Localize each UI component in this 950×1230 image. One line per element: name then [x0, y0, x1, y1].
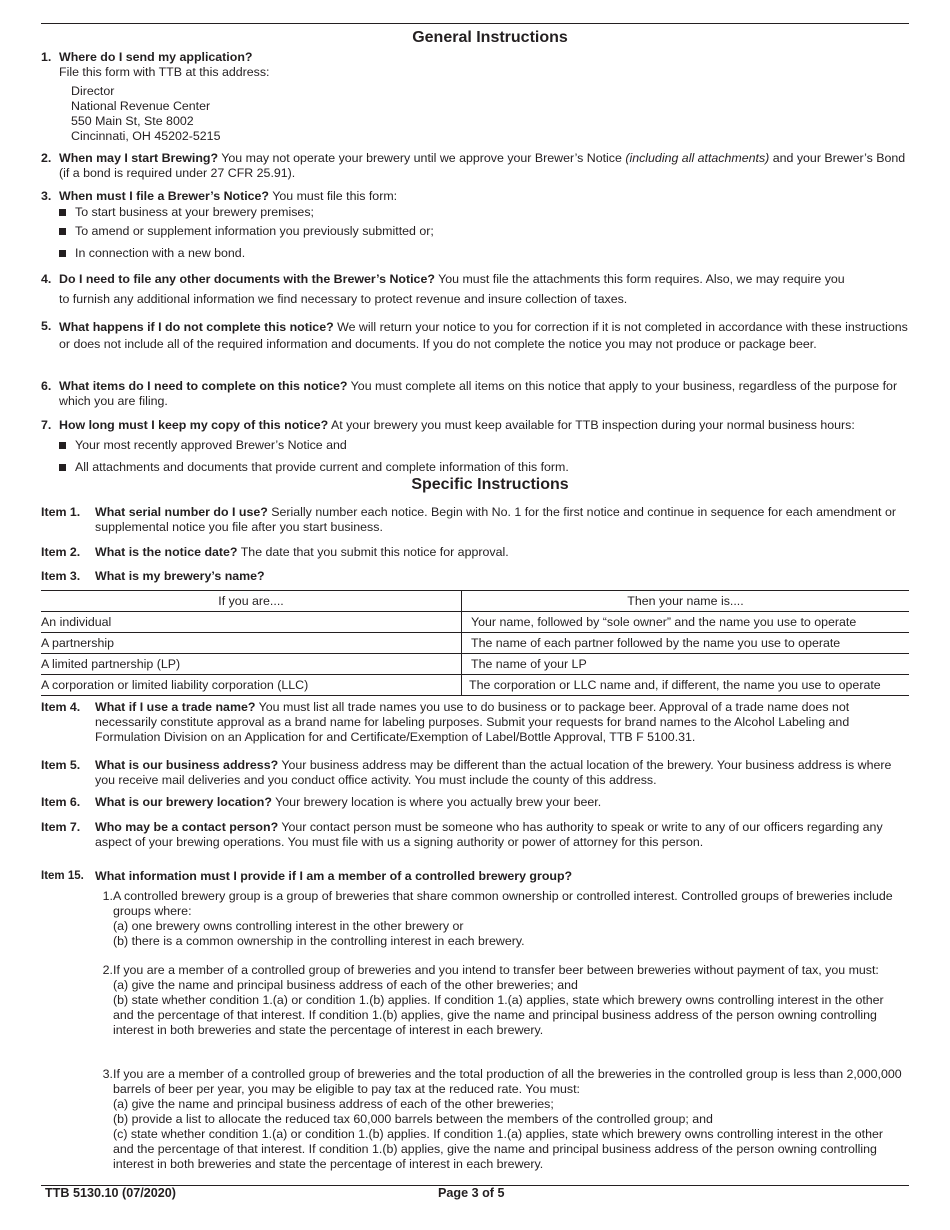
- item15-label: Item 15.: [41, 870, 84, 882]
- table-row: [41, 675, 909, 696]
- table-row: [41, 612, 909, 633]
- table-row: [41, 654, 909, 675]
- item5-label: Item 5.: [41, 758, 81, 772]
- item7-text: Your contact person must be someone who has authority to speak or write to any of our officers regarding any aspect of your brewing operations. You must file with us a signing authority or power of attorney for this person.: [95, 820, 883, 849]
- q2-paragraph: [59, 151, 909, 181]
- item4-paragraph: [95, 700, 910, 745]
- bullet-item: [59, 224, 434, 239]
- q1-question: [59, 50, 909, 65]
- q7-text: At your brewery you must keep available for TTB inspection during your normal business hours:: [328, 418, 855, 432]
- q2-question-text: When may I start Brewing?: [59, 151, 219, 165]
- item6-label: Item 6.: [41, 795, 81, 809]
- general-instructions-heading: General Instructions: [412, 29, 568, 46]
- top-rule: [41, 23, 909, 24]
- bullet-text: In connection with a new bond.: [75, 246, 246, 260]
- q2-text-a: You may not operate your brewery until we approve your Brewer’s Notice: [218, 151, 626, 165]
- q6-number: 6.: [41, 379, 52, 393]
- form-number: TTB 5130.10 (07/2020): [45, 1186, 176, 1200]
- q6-text: You must complete all items on this notice that apply to your business, regardless of the purpose for which you are filing.: [59, 379, 898, 408]
- q5-number: 5.: [41, 319, 52, 333]
- table-cell: An individual: [41, 612, 462, 633]
- q4-text-a: You must file the attachments this form requires. Also, we may require you: [434, 272, 845, 286]
- item15-p1-line: A controlled brewery group is a group of breweries that share common ownership or controlled interest. Controlled groups of breweries include groups where:: [113, 889, 893, 918]
- q1-number: 1.: [41, 50, 52, 64]
- q3-number: 3.: [41, 189, 52, 203]
- item5-paragraph: [95, 758, 910, 788]
- bullet-square-icon: [59, 250, 66, 257]
- q4-number: 4.: [41, 272, 52, 286]
- item6-paragraph: [95, 795, 910, 810]
- item7-question-text: Who may be a contact person?: [95, 820, 279, 834]
- item7-label: Item 7.: [41, 820, 81, 834]
- item1-label: Item 1.: [41, 505, 81, 519]
- q7-number: 7.: [41, 418, 52, 432]
- item15-p1: [113, 889, 903, 949]
- specific-instructions-heading: Specific Instructions: [411, 476, 569, 493]
- item6-question-text: What is our brewery location?: [95, 795, 272, 809]
- address-line: 550 Main St, Ste 8002: [71, 114, 194, 128]
- q3-question-text: When must I file a Brewer’s Notice?: [59, 189, 269, 203]
- item15-p1-line: (b) there is a common ownership in the controlling interest in each brewery.: [113, 934, 525, 948]
- q5-question-text: What happens if I do not complete this notice?: [59, 320, 334, 334]
- address-line: Cincinnati, OH 45202-5215: [71, 129, 221, 143]
- item1-paragraph: [95, 505, 910, 535]
- bullet-text: To amend or supplement information you previously submitted or;: [75, 224, 434, 238]
- q4-text-b: to furnish any additional information we find necessary to protect revenue and insure collection of taxes.: [59, 292, 628, 306]
- item15-p2-line: (b) state whether condition 1.(a) or condition 1.(b) applies. If condition 1.(a) applies, state which brewery owns controlling interest in the other and the percentage of that interest. If condition 1.(b) applies, give the name and principal business address of the person owning controlling interest in both breweries and state the percentage of interest in each brewery.: [113, 993, 884, 1037]
- item15-p3-line: (b) provide a list to allocate the reduced tax 60,000 barrels between the members of the controlled group; and: [113, 1112, 713, 1126]
- item3-paragraph: [95, 569, 910, 584]
- bullet-square-icon: [59, 464, 66, 471]
- bullet-item: [59, 246, 245, 261]
- bullet-text: To start business at your brewery premises;: [75, 205, 314, 219]
- item15-question-text: What information must I provide if I am a member of a controlled brewery group?: [95, 869, 573, 883]
- item2-question-text: What is the notice date?: [95, 545, 238, 559]
- item15-p3-line: (c) state whether condition 1.(a) or condition 1.(b) applies. If condition 1.(a) applies, state which brewery owns controlling interest in the other and the percentage of that interest. If condition 1.(b) applies, give the name and principal business address of the person owning controlling interest in both breweries and state the percentage of interest in each brewery.: [113, 1127, 883, 1171]
- item15-p2-line: If you are a member of a controlled group of breweries and you intend to transfer beer between breweries without payment of tax, you must:: [113, 963, 879, 977]
- q2-emphasis: (including all attachments): [625, 151, 770, 165]
- item15-p2: [113, 963, 903, 1038]
- item5-question-text: What is our business address?: [95, 758, 279, 772]
- q7-paragraph: [59, 418, 909, 433]
- item2-paragraph: [95, 545, 910, 560]
- mailing-address: [71, 84, 220, 144]
- bullet-square-icon: [59, 228, 66, 235]
- page-number: Page 3 of 5: [438, 1186, 505, 1200]
- q4-question-text: Do I need to file any other documents with the Brewer’s Notice?: [59, 272, 435, 286]
- q5-paragraph: [59, 319, 909, 353]
- q6-question-text: What items do I need to complete on this notice?: [59, 379, 348, 393]
- table-cell: The corporation or LLC name and, if different, the name you use to operate: [462, 675, 910, 696]
- item15-question: [95, 869, 910, 884]
- item15-p3-line: (a) give the name and principal business address of each of the other breweries;: [113, 1097, 554, 1111]
- item6-text: Your brewery location is where you actually brew your beer.: [271, 795, 602, 809]
- q2-number: 2.: [41, 151, 52, 165]
- q7-question-text: How long must I keep my copy of this notice?: [59, 418, 329, 432]
- item15-p3-line: If you are a member of a controlled group of breweries and the total production of all the breweries in the controlled group is less than 2,000,000 barrels of beer per year, you may be eligible to pay tax at the reduced rate. You must:: [113, 1067, 902, 1096]
- table-cell: A partnership: [41, 633, 462, 654]
- item4-question-text: What if I use a trade name?: [95, 700, 256, 714]
- table-cell: The name of your LP: [462, 654, 910, 675]
- item4-label: Item 4.: [41, 700, 81, 714]
- item15-p2-number: 2.: [102, 963, 113, 977]
- item15-p3: [113, 1067, 903, 1172]
- item7-paragraph: [95, 820, 910, 850]
- bullet-square-icon: [59, 442, 66, 449]
- q3-text: You must file this form:: [269, 189, 398, 203]
- bullet-text: All attachments and documents that provide current and complete information of this form.: [75, 460, 569, 474]
- bullet-item: [59, 460, 569, 475]
- item2-text: The date that you submit this notice for approval.: [237, 545, 509, 559]
- q1-question-text: Where do I send my application?: [59, 50, 253, 64]
- table-header-cell: If you are....: [41, 591, 462, 612]
- item15-p2-line: (a) give the name and principal business address of each of the other breweries; and: [113, 978, 578, 992]
- table-cell: The name of each partner followed by the name you use to operate: [462, 633, 910, 654]
- table-header-cell: Then your name is....: [462, 591, 910, 612]
- q5-text: We will return your notice to you for correction if it is not completed in accordance with these instructions or does not include all of the required information and documents. If you do not complete the notice you may not produce or package beer.: [59, 320, 908, 351]
- bullet-text: Your most recently approved Brewer’s Notice and: [75, 438, 347, 452]
- item1-question-text: What serial number do I use?: [95, 505, 268, 519]
- item4-text: You must list all trade names you use to do business or to package beer. Approval of a trade name does not necessarily constitute approval as a brand name for labeling purposes. Submit your requests for brand names to the Alcohol Labeling and Formulation Division on an Application for and Certificate/Exemption of Label/Bottle Approval, TTB F 5100.31.: [95, 700, 850, 744]
- table-cell: Your name, followed by “sole owner” and the name you use to operate: [462, 612, 910, 633]
- item3-label: Item 3.: [41, 569, 81, 583]
- address-line: Director: [71, 84, 115, 98]
- table-row: [41, 633, 909, 654]
- table-header-row: [41, 591, 909, 612]
- brewery-name-table: [41, 590, 909, 696]
- q2-text-b: and your Brewer’s Bond (if a bond is required under 27 CFR 25.91).: [59, 151, 906, 180]
- item3-question-text: What is my brewery’s name?: [95, 569, 265, 583]
- q6-paragraph: [59, 379, 909, 409]
- item15-p1-line: (a) one brewery owns controlling interest in the other brewery or: [113, 919, 464, 933]
- bullet-square-icon: [59, 209, 66, 216]
- address-line: National Revenue Center: [71, 99, 211, 113]
- item15-p3-number: 3.: [102, 1067, 113, 1081]
- table-cell: A corporation or limited liability corporation (LLC): [41, 675, 462, 696]
- item15-p1-number: 1.: [102, 889, 113, 903]
- item2-label: Item 2.: [41, 545, 81, 559]
- q4-paragraph: [59, 272, 909, 287]
- q3-paragraph: [59, 189, 909, 204]
- bullet-item: [59, 205, 314, 220]
- item1-text: Serially number each notice. Begin with No. 1 for the first notice and continue in sequence for each amendment or supplemental notice you file after you start business.: [95, 505, 896, 534]
- item5-text: Your business address may be different than the actual location of the brewery. Your business address is where you receive mail deliveries and you conduct office activity. You must include the county of this address.: [95, 758, 892, 787]
- q1-lead: File this form with TTB at this address:: [59, 65, 270, 79]
- bullet-item: [59, 438, 347, 453]
- table-cell: A limited partnership (LP): [41, 654, 462, 675]
